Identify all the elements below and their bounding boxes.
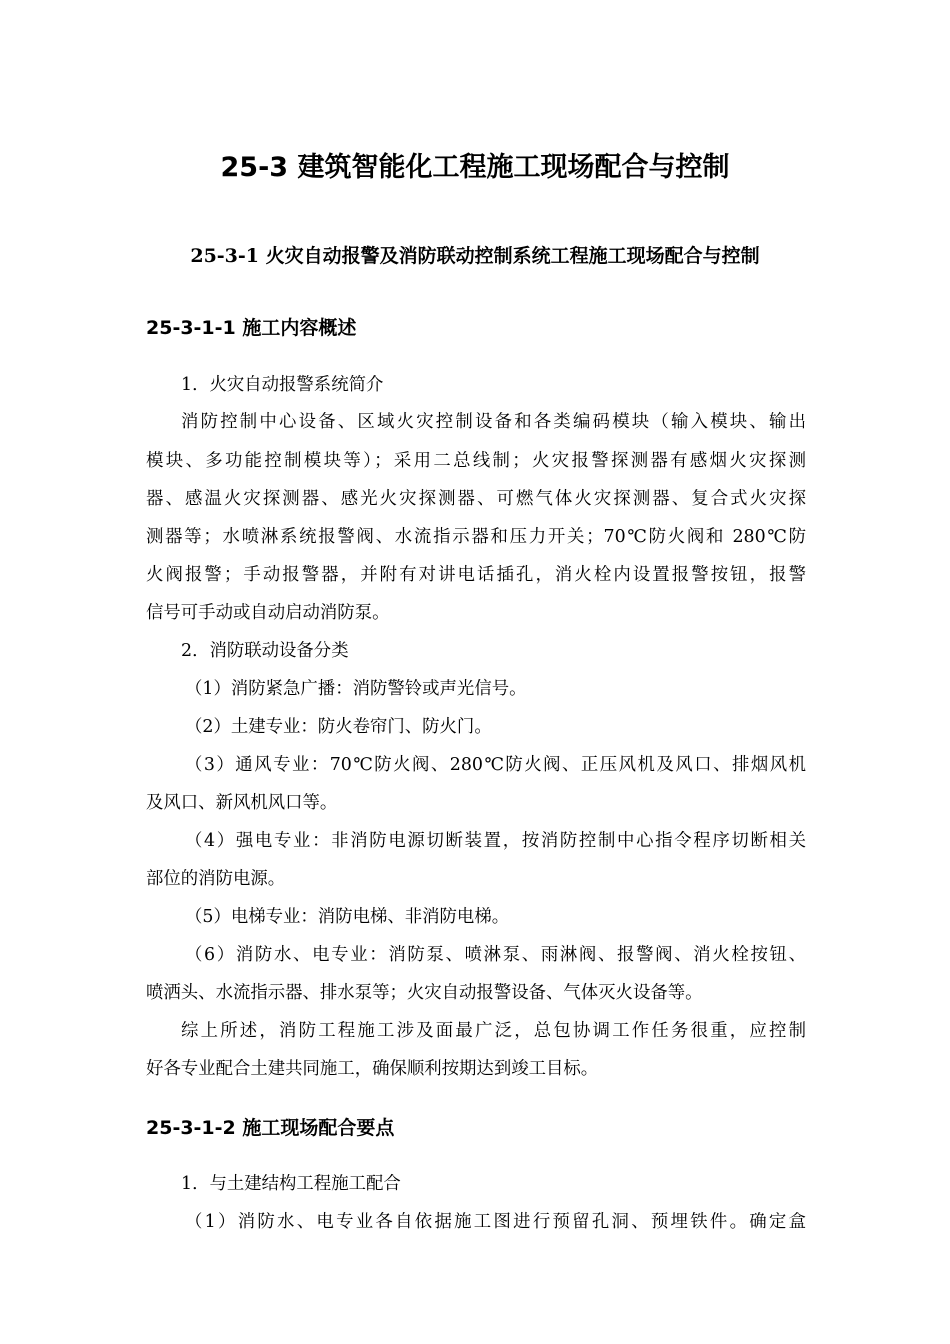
list-item: （2）土建专业：防火卷帘门、防火门。 (185, 717, 492, 737)
list-item-heading: 1．火灾自动报警系统简介 (181, 375, 384, 395)
paragraph-line: 好各专业配合土建共同施工，确保顺利按期达到竣工目标。 (146, 1059, 599, 1079)
list-item: （3）通风专业：70℃防火阀、280℃防火阀、正压风机及风口、排烟风机 (185, 755, 806, 775)
list-item: （1）消防紧急广播：消防警铃或声光信号。 (185, 679, 527, 699)
list-item: （1）消防水、电专业各自依据施工图进行预留孔洞、预埋铁件。确定盒 (185, 1212, 806, 1232)
list-item: （4）强电专业：非消防电源切断装置，按消防控制中心指令程序切断相关 (185, 831, 806, 851)
paragraph-line: 模块、多功能控制模块等）；采用二总线制；火灾报警探测器有感烟火灾探测 (146, 451, 806, 471)
list-item-heading: 2．消防联动设备分类 (181, 641, 349, 661)
paragraph-line: 综上所述，消防工程施工涉及面最广泛，总包协调工作任务很重，应控制 (181, 1021, 806, 1041)
list-item: （6）消防水、电专业：消防泵、喷淋泵、雨淋阀、报警阀、消火栓按钮、 (185, 945, 806, 965)
page-title: 25-3 建筑智能化工程施工现场配合与控制 (220, 152, 730, 183)
paragraph-line: 器、感温火灾探测器、感光火灾探测器、可燃气体火灾探测器、复合式火灾探 (146, 489, 806, 509)
section-heading: 25-3-1-1 施工内容概述 (146, 317, 357, 339)
list-item-continuation: 及风口、新风机风口等。 (146, 793, 338, 813)
list-item: （5）电梯专业：消防电梯、非消防电梯。 (185, 907, 510, 927)
section-heading: 25-3-1-2 施工现场配合要点 (146, 1117, 395, 1139)
paragraph-line: 消防控制中心设备、区域火灾控制设备和各类编码模块（输入模块、输出 (181, 412, 806, 432)
paragraph-line: 火阀报警；手动报警器，并附有对讲电话插孔，消火栓内设置报警按钮，报警 (146, 565, 806, 585)
section-subtitle: 25-3-1 火灾自动报警及消防联动控制系统工程施工现场配合与控制 (190, 245, 760, 267)
list-item-heading: 1．与土建结构工程施工配合 (181, 1174, 401, 1194)
paragraph-line: 测器等；水喷淋系统报警阀、水流指示器和压力开关；70℃防火阀和 280℃防 (146, 527, 806, 547)
list-item-continuation: 喷洒头、水流指示器、排水泵等；火灾自动报警设备、气体灭火设备等。 (146, 983, 703, 1003)
list-item-continuation: 部位的消防电源。 (146, 869, 286, 889)
paragraph-line: 信号可手动或自动启动消防泵。 (146, 603, 390, 623)
